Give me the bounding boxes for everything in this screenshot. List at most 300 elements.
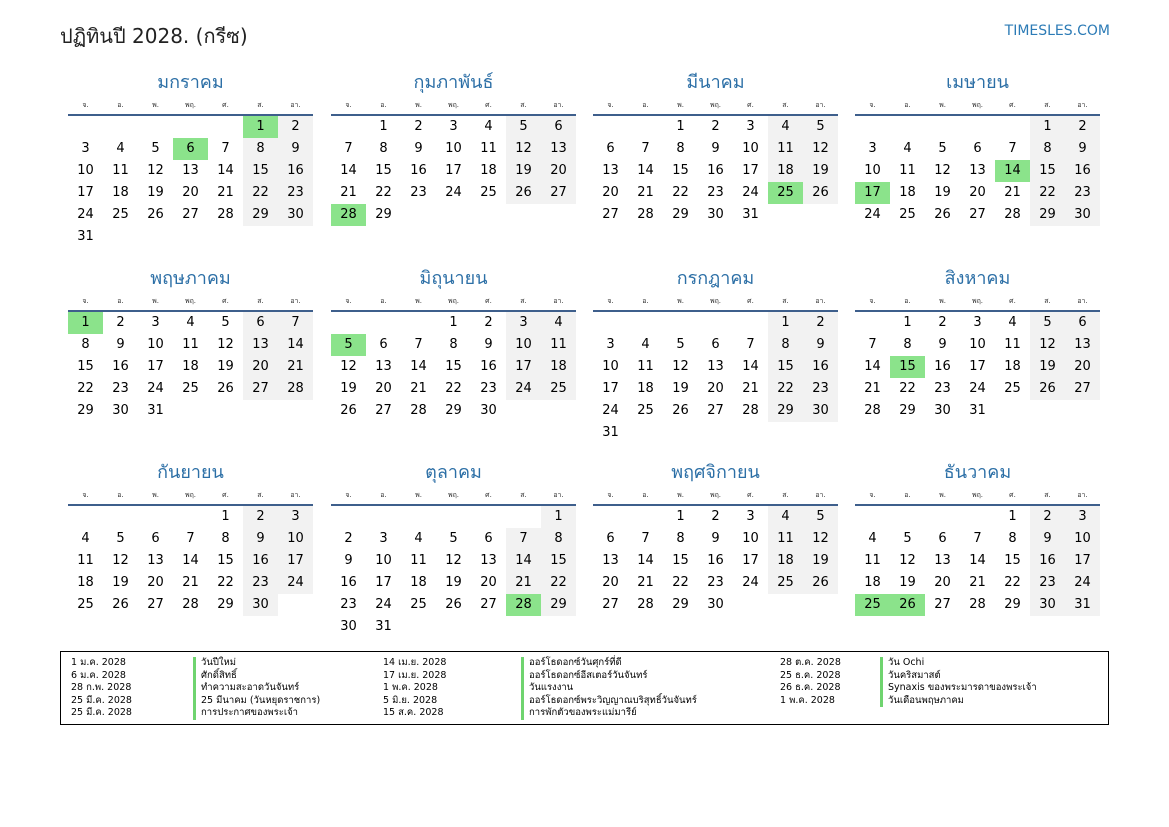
month-block <box>68 266 313 422</box>
day-cell: 26 <box>445 597 462 612</box>
holiday-legend <box>60 651 1109 725</box>
day-cell: 24 <box>375 597 392 612</box>
legend-date: 28 ต.ค. 2028 <box>780 657 841 668</box>
weekday-label: อ. <box>380 297 387 305</box>
day-cell: 19 <box>803 160 838 182</box>
empty-day-cell <box>103 116 138 138</box>
legend-holiday: ออร์โธดอกซ์อีสเตอร์วันจันทร์ <box>521 670 647 683</box>
day-cell: 9 <box>1030 528 1065 550</box>
legend-date: 17 เม.ย. 2028 <box>383 669 447 681</box>
day-cell: 24 <box>742 575 759 590</box>
weekday-label: พฤ. <box>447 101 460 109</box>
day-grid <box>331 116 576 226</box>
day-cell: 3 <box>151 315 160 330</box>
day-cell: 31 <box>77 229 94 244</box>
day-cell: 22 <box>445 381 462 396</box>
month-name: กันยายน <box>157 462 224 483</box>
day-cell: 3 <box>746 119 755 134</box>
day-cell: 31 <box>602 425 619 440</box>
day-cell: 25 <box>77 597 94 612</box>
weekday-header <box>855 292 1100 312</box>
day-cell: 1 <box>221 509 230 524</box>
day-cell: 5 <box>803 506 838 528</box>
month-name: พฤษภาคม <box>150 268 231 289</box>
day-cell: 1 <box>768 312 803 334</box>
day-cell: 28 <box>742 403 759 418</box>
day-cell: 29 <box>445 403 462 418</box>
empty-day-cell <box>506 506 541 528</box>
day-cell: 3 <box>973 315 982 330</box>
month-block <box>855 266 1100 422</box>
day-cell: 22 <box>375 185 392 200</box>
day-cell: 22 <box>1030 182 1065 204</box>
day-cell: 30 <box>1065 204 1100 226</box>
day-cell: 5 <box>506 116 541 138</box>
legend-date: 5 มิ.ย. 2028 <box>383 694 438 706</box>
weekday-label: อ. <box>117 101 124 109</box>
day-cell: 6 <box>541 116 576 138</box>
day-cell: 14 <box>969 553 986 568</box>
day-cell: 15 <box>375 163 392 178</box>
empty-day-cell <box>925 506 960 528</box>
weekday-label: ศ. <box>222 297 229 305</box>
day-cell: 30 <box>243 594 278 616</box>
day-cell: 3 <box>506 312 541 334</box>
weekday-label: พ. <box>677 491 684 499</box>
weekday-label: จ. <box>82 491 89 499</box>
day-cell: 30 <box>707 597 724 612</box>
weekday-label: พฤ. <box>971 101 984 109</box>
day-cell: 3 <box>868 141 877 156</box>
empty-day-cell <box>855 312 890 334</box>
day-cell: 14 <box>340 163 357 178</box>
day-cell: 13 <box>707 359 724 374</box>
weekday-label: ศ. <box>222 491 229 499</box>
day-cell: 19 <box>112 575 129 590</box>
day-cell: 30 <box>803 400 838 422</box>
day-cell: 21 <box>637 575 654 590</box>
day-cell: 17 <box>445 163 462 178</box>
empty-day-cell <box>208 116 243 138</box>
day-cell: 9 <box>414 141 423 156</box>
empty-day-cell <box>593 312 628 334</box>
day-cell: 1 <box>541 506 576 528</box>
day-cell: 23 <box>1030 572 1065 594</box>
day-cell: 13 <box>243 334 278 356</box>
day-cell: 9 <box>711 531 720 546</box>
day-cell: 2 <box>344 531 353 546</box>
weekday-label: ส. <box>257 101 264 109</box>
day-cell: 20 <box>375 381 392 396</box>
day-cell: 13 <box>480 553 497 568</box>
holiday-day-cell: 15 <box>890 356 925 378</box>
day-cell: 24 <box>278 572 313 594</box>
day-cell: 19 <box>340 381 357 396</box>
weekday-label: ศ. <box>222 101 229 109</box>
day-cell: 15 <box>217 553 234 568</box>
day-cell: 16 <box>1030 550 1065 572</box>
day-grid <box>68 116 313 248</box>
month-block <box>855 70 1100 226</box>
weekday-label: ศ. <box>485 297 492 305</box>
day-cell: 29 <box>375 207 392 222</box>
day-cell: 11 <box>768 528 803 550</box>
day-cell: 23 <box>803 378 838 400</box>
weekday-label: อ. <box>904 491 911 499</box>
day-cell: 30 <box>278 204 313 226</box>
day-cell: 1 <box>676 119 685 134</box>
day-cell: 26 <box>112 597 129 612</box>
day-cell: 28 <box>637 207 654 222</box>
day-cell: 19 <box>445 575 462 590</box>
day-cell: 30 <box>934 403 951 418</box>
day-cell: 25 <box>768 572 803 594</box>
legend-date: 25 มี.ค. 2028 <box>71 707 132 719</box>
day-cell: 1 <box>379 119 388 134</box>
day-cell: 2 <box>1030 506 1065 528</box>
empty-day-cell <box>960 116 995 138</box>
holiday-day-cell: 28 <box>506 594 541 616</box>
weekday-header <box>331 292 576 312</box>
empty-day-cell <box>138 506 173 528</box>
weekday-label: อ. <box>380 101 387 109</box>
day-cell: 6 <box>151 531 160 546</box>
day-cell: 7 <box>868 337 877 352</box>
weekday-header <box>593 292 838 312</box>
day-cell: 20 <box>602 185 619 200</box>
day-cell: 8 <box>379 141 388 156</box>
holiday-day-cell: 25 <box>768 182 803 204</box>
weekday-label: จ. <box>607 101 614 109</box>
legend-holiday: 25 มีนาคม (วันหยุดราชการ) <box>193 695 320 708</box>
weekday-label: ส. <box>520 297 527 305</box>
day-cell: 18 <box>1004 359 1021 374</box>
day-cell: 4 <box>414 531 423 546</box>
day-cell: 17 <box>375 575 392 590</box>
day-cell: 22 <box>768 378 803 400</box>
day-cell: 7 <box>414 337 423 352</box>
day-cell: 11 <box>1004 337 1021 352</box>
day-cell: 31 <box>147 403 164 418</box>
weekday-label: อ. <box>904 101 911 109</box>
day-cell: 27 <box>602 597 619 612</box>
day-cell: 7 <box>221 141 230 156</box>
day-cell: 10 <box>864 163 881 178</box>
day-cell: 24 <box>77 207 94 222</box>
empty-day-cell <box>628 116 663 138</box>
weekday-label: จ. <box>345 297 352 305</box>
day-cell: 8 <box>243 138 278 160</box>
weekday-label: ศ. <box>747 101 754 109</box>
weekday-label: พ. <box>677 297 684 305</box>
day-cell: 15 <box>768 356 803 378</box>
day-cell: 25 <box>182 381 199 396</box>
legend-date: 26 ธ.ค. 2028 <box>780 682 841 694</box>
legend-date: 28 ก.พ. 2028 <box>71 682 132 694</box>
weekday-label: อา. <box>553 101 564 109</box>
weekday-label: ศ. <box>1009 297 1016 305</box>
day-cell: 21 <box>217 185 234 200</box>
day-cell: 19 <box>147 185 164 200</box>
day-cell: 27 <box>969 207 986 222</box>
empty-day-cell <box>68 116 103 138</box>
legend-holiday: ออร์โธดอกซ์พระวิญญาณบริสุทธิ์วันจันทร์ <box>521 695 697 708</box>
legend-holiday: วัน Ochi <box>880 657 924 670</box>
day-cell: 21 <box>278 356 313 378</box>
day-cell: 25 <box>112 207 129 222</box>
legend-holiday: การพักตัวของพระแม่มารีย์ <box>521 707 637 720</box>
empty-day-cell <box>436 506 471 528</box>
day-cell: 20 <box>934 575 951 590</box>
day-cell: 7 <box>641 531 650 546</box>
day-cell: 30 <box>112 403 129 418</box>
holiday-day-cell: 5 <box>331 334 366 356</box>
month-block <box>593 460 838 616</box>
empty-day-cell <box>995 116 1030 138</box>
weekday-label: อา. <box>553 491 564 499</box>
day-cell: 13 <box>1065 334 1100 356</box>
legend-date: 1 ม.ค. 2028 <box>71 657 126 668</box>
day-cell: 5 <box>803 116 838 138</box>
weekday-label: ศ. <box>747 491 754 499</box>
day-grid <box>593 312 838 444</box>
empty-day-cell <box>401 312 436 334</box>
day-cell: 23 <box>410 185 427 200</box>
weekday-label: ส. <box>520 491 527 499</box>
day-cell: 13 <box>934 553 951 568</box>
holiday-day-cell: 1 <box>243 116 278 138</box>
day-cell: 31 <box>1065 594 1100 616</box>
day-cell: 27 <box>934 597 951 612</box>
day-cell: 22 <box>672 575 689 590</box>
weekday-label: อา. <box>1077 297 1088 305</box>
weekday-label: จ. <box>345 101 352 109</box>
empty-day-cell <box>68 506 103 528</box>
weekday-label: พฤ. <box>184 297 197 305</box>
day-cell: 16 <box>410 163 427 178</box>
month-name: สิงหาคม <box>944 268 1011 289</box>
day-cell: 17 <box>77 185 94 200</box>
day-cell: 17 <box>969 359 986 374</box>
weekday-label: ส. <box>520 101 527 109</box>
month-block <box>331 266 576 422</box>
day-cell: 12 <box>217 337 234 352</box>
day-cell: 10 <box>1065 528 1100 550</box>
day-cell: 5 <box>938 141 947 156</box>
day-cell: 18 <box>410 575 427 590</box>
day-cell: 28 <box>410 403 427 418</box>
weekday-label: พฤ. <box>709 491 722 499</box>
legend-date: 25 มี.ค. 2028 <box>71 694 132 706</box>
legend-date: 25 ธ.ค. 2028 <box>780 669 841 681</box>
day-cell: 1 <box>1030 116 1065 138</box>
empty-day-cell <box>103 506 138 528</box>
empty-day-cell <box>890 116 925 138</box>
day-cell: 26 <box>672 403 689 418</box>
empty-day-cell <box>960 506 995 528</box>
day-cell: 20 <box>147 575 164 590</box>
weekday-label: พฤ. <box>709 297 722 305</box>
day-cell: 8 <box>81 337 90 352</box>
day-cell: 22 <box>672 185 689 200</box>
day-cell: 11 <box>899 163 916 178</box>
day-cell: 29 <box>541 594 576 616</box>
month-name: มีนาคม <box>686 72 745 93</box>
day-cell: 12 <box>803 528 838 550</box>
day-cell: 7 <box>186 531 195 546</box>
day-cell: 6 <box>938 531 947 546</box>
day-cell: 20 <box>1065 356 1100 378</box>
day-cell: 5 <box>116 531 125 546</box>
weekday-label: อา. <box>815 101 826 109</box>
weekday-label: จ. <box>869 101 876 109</box>
empty-day-cell <box>628 506 663 528</box>
legend-date: 6 ม.ค. 2028 <box>71 669 126 681</box>
empty-day-cell <box>331 116 366 138</box>
day-cell: 18 <box>899 185 916 200</box>
day-cell: 5 <box>449 531 458 546</box>
day-cell: 18 <box>541 356 576 378</box>
day-cell: 24 <box>147 381 164 396</box>
day-cell: 13 <box>969 163 986 178</box>
day-cell: 13 <box>541 138 576 160</box>
empty-day-cell <box>366 312 401 334</box>
day-cell: 13 <box>375 359 392 374</box>
day-cell: 4 <box>868 531 877 546</box>
day-cell: 31 <box>742 207 759 222</box>
day-cell: 8 <box>1008 531 1017 546</box>
weekday-label: พฤ. <box>184 491 197 499</box>
day-cell: 3 <box>746 509 755 524</box>
site-link[interactable]: TIMESLES.COM <box>1004 23 1110 39</box>
day-cell: 10 <box>602 359 619 374</box>
day-cell: 9 <box>484 337 493 352</box>
day-cell: 20 <box>243 356 278 378</box>
empty-day-cell <box>138 116 173 138</box>
day-cell: 1 <box>676 509 685 524</box>
day-cell: 9 <box>344 553 353 568</box>
day-cell: 29 <box>672 597 689 612</box>
day-cell: 28 <box>182 597 199 612</box>
day-cell: 3 <box>449 119 458 134</box>
empty-day-cell <box>663 312 698 334</box>
day-cell: 16 <box>803 356 838 378</box>
empty-day-cell <box>331 312 366 334</box>
day-cell: 10 <box>506 334 541 356</box>
day-cell: 19 <box>934 185 951 200</box>
weekday-label: อา. <box>290 297 301 305</box>
day-cell: 6 <box>1065 312 1100 334</box>
weekday-header <box>331 96 576 116</box>
legend-date: 15 ส.ค. 2028 <box>383 707 444 719</box>
day-cell: 3 <box>606 337 615 352</box>
day-cell: 21 <box>506 572 541 594</box>
day-cell: 19 <box>899 575 916 590</box>
legend-holiday: วันคริสมาสต์ <box>880 670 941 683</box>
day-cell: 4 <box>768 116 803 138</box>
day-cell: 29 <box>77 403 94 418</box>
day-cell: 5 <box>221 315 230 330</box>
day-cell: 6 <box>606 141 615 156</box>
day-cell: 27 <box>541 182 576 204</box>
day-cell: 25 <box>637 403 654 418</box>
day-cell: 28 <box>1004 207 1021 222</box>
day-cell: 4 <box>1008 315 1017 330</box>
day-cell: 17 <box>147 359 164 374</box>
day-cell: 26 <box>147 207 164 222</box>
day-cell: 22 <box>541 572 576 594</box>
empty-day-cell <box>925 116 960 138</box>
day-grid <box>855 116 1100 226</box>
weekday-header <box>855 96 1100 116</box>
month-name: กุมภาพันธ์ <box>413 72 494 93</box>
legend-date: 14 เม.ย. 2028 <box>383 657 447 668</box>
day-cell: 6 <box>711 337 720 352</box>
weekday-label: อา. <box>290 491 301 499</box>
day-cell: 29 <box>768 400 803 422</box>
day-cell: 16 <box>340 575 357 590</box>
holiday-day-cell: 6 <box>173 138 208 160</box>
day-cell: 11 <box>182 337 199 352</box>
day-cell: 22 <box>1004 575 1021 590</box>
day-cell: 9 <box>803 334 838 356</box>
day-cell: 16 <box>707 163 724 178</box>
day-cell: 31 <box>969 403 986 418</box>
weekday-label: อา. <box>815 491 826 499</box>
day-cell: 8 <box>449 337 458 352</box>
weekday-label: ส. <box>782 297 789 305</box>
day-cell: 29 <box>672 207 689 222</box>
day-cell: 14 <box>637 163 654 178</box>
weekday-label: พ. <box>415 491 422 499</box>
day-cell: 21 <box>1004 185 1021 200</box>
day-cell: 27 <box>1065 378 1100 400</box>
day-cell: 9 <box>938 337 947 352</box>
holiday-day-cell: 14 <box>995 160 1030 182</box>
day-cell: 17 <box>742 163 759 178</box>
day-cell: 16 <box>480 359 497 374</box>
day-cell: 7 <box>973 531 982 546</box>
day-cell: 14 <box>278 334 313 356</box>
day-cell: 4 <box>186 315 195 330</box>
weekday-label: จ. <box>82 101 89 109</box>
day-cell: 29 <box>1030 204 1065 226</box>
day-cell: 21 <box>182 575 199 590</box>
day-cell: 13 <box>182 163 199 178</box>
day-cell: 27 <box>147 597 164 612</box>
day-cell: 17 <box>278 550 313 572</box>
day-cell: 1 <box>903 315 912 330</box>
weekday-label: ส. <box>1044 101 1051 109</box>
legend-date: 1 พ.ค. 2028 <box>383 682 438 694</box>
day-cell: 24 <box>506 378 541 400</box>
day-cell: 6 <box>243 312 278 334</box>
legend-holiday: ออร์โธดอกซ์วันศุกร์ที่ดี <box>521 657 622 670</box>
day-cell: 14 <box>864 359 881 374</box>
day-cell: 16 <box>243 550 278 572</box>
month-name: มิถุนายน <box>419 268 488 289</box>
day-cell: 24 <box>602 403 619 418</box>
day-cell: 18 <box>182 359 199 374</box>
day-cell: 16 <box>1065 160 1100 182</box>
day-cell: 3 <box>1065 506 1100 528</box>
legend-holiday: Synaxis ของพระมารดาของพระเจ้า <box>880 682 1037 695</box>
day-cell: 11 <box>864 553 881 568</box>
day-cell: 15 <box>1030 160 1065 182</box>
month-name: กรกฎาคม <box>676 268 755 289</box>
holiday-day-cell: 17 <box>855 182 890 204</box>
day-cell: 9 <box>116 337 125 352</box>
